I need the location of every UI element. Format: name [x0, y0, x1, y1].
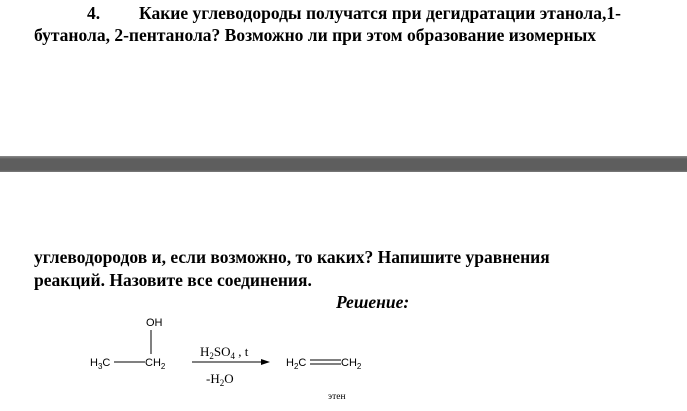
water-elimination: $-H_2O$ — [206, 371, 234, 388]
product-name: этен — [328, 392, 346, 402]
problem-text-line-4: реакций. Назовите все соединения. — [34, 270, 312, 290]
methylene-group: $CH_2$ — [145, 357, 166, 371]
problem-text-line-2: бутанола, 2-пентанола? Возможно ли при этом образование изомерных — [34, 25, 597, 45]
product-left-group: $H_2C$ — [286, 357, 307, 371]
product-right-group: $CH_2$ — [341, 357, 362, 371]
problem-text-line-3: углеводородов и, если возможно, то каких? Напишите уравнения — [34, 247, 550, 267]
solution-heading: Решение: — [336, 292, 410, 312]
methyl-group: $H_3C$ — [90, 357, 111, 371]
problem-number: 4. — [87, 3, 101, 23]
hydroxyl-group: OH — [146, 317, 163, 329]
reaction-catalyst: $H_2SO_4$ , t — [200, 344, 249, 361]
problem-text-line-1: Какие углеводороды получатся при дегидратации этанола,1- — [139, 3, 621, 23]
reaction-arrow-head — [261, 359, 270, 365]
